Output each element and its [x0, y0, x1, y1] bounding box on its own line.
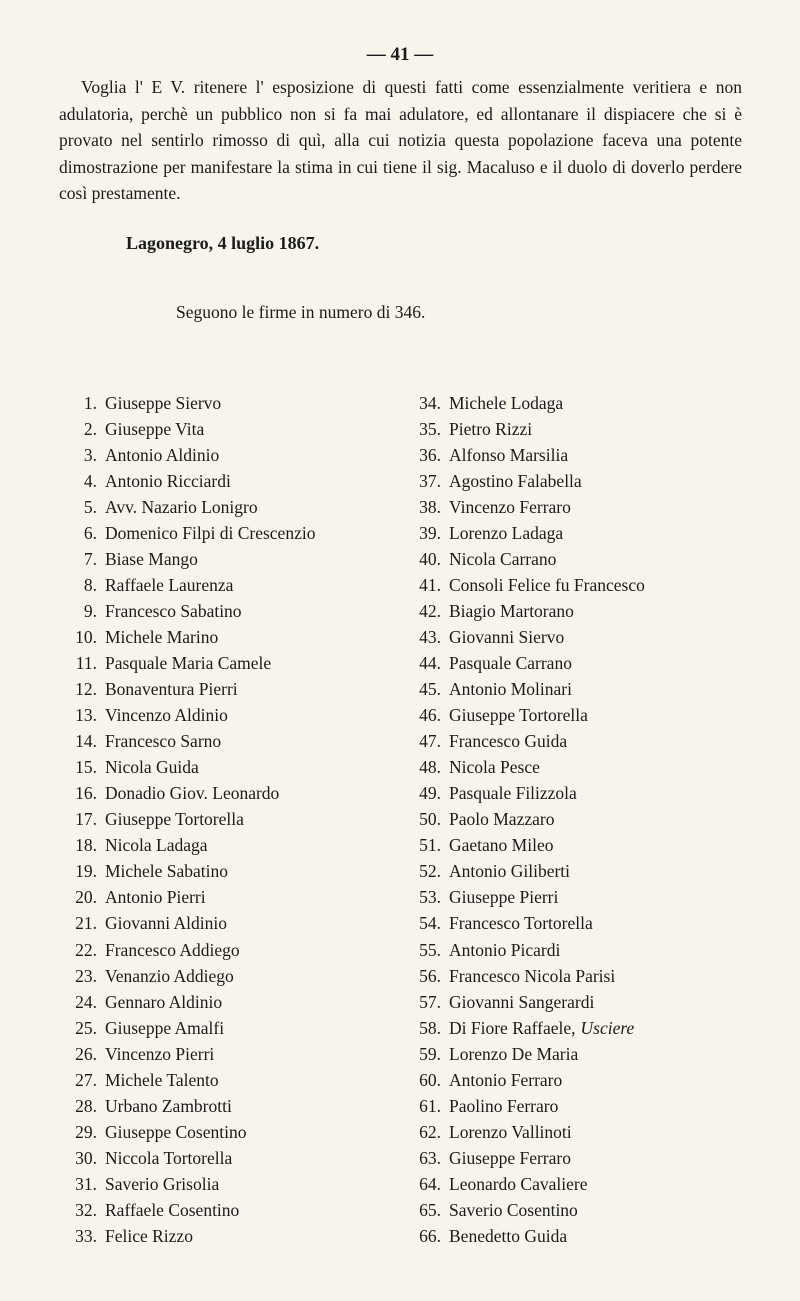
signature-row	[64, 1145, 404, 1171]
signature-number: 12.	[75, 679, 97, 700]
signatory-name: Raffaele Laurenza	[105, 574, 234, 595]
signature-row	[64, 859, 404, 885]
signatory-name: Di Fiore Raffaele,	[449, 1017, 576, 1038]
signature-number: 47.	[419, 731, 441, 752]
signature-row	[64, 1015, 404, 1041]
signature-number: 63.	[419, 1147, 441, 1168]
signature-number: 45.	[419, 679, 441, 700]
signature-number: 28.	[75, 1095, 97, 1116]
signature-row	[64, 546, 404, 572]
signature-list-left	[64, 390, 404, 1250]
signature-row	[401, 1171, 761, 1197]
signature-row	[64, 1119, 404, 1145]
signature-row	[401, 1093, 761, 1119]
signature-row	[401, 1041, 761, 1067]
signature-number: 30.	[75, 1147, 97, 1168]
signature-row	[64, 833, 404, 859]
signature-row	[401, 833, 761, 859]
signatory-name: Lorenzo De Maria	[449, 1043, 579, 1064]
signature-row	[401, 703, 761, 729]
signatory-name: Giovanni Siervo	[449, 626, 565, 647]
signatory-name: Giuseppe Amalfi	[105, 1017, 225, 1038]
signatory-name: Niccola Tortorella	[105, 1147, 233, 1168]
signature-row	[64, 937, 404, 963]
signature-number: 7.	[83, 548, 97, 569]
signature-number: 3.	[83, 444, 97, 465]
signatory-name: Saverio Cosentino	[449, 1199, 578, 1220]
signatory-name: Domenico Filpi di Crescenzio	[105, 522, 316, 543]
signatory-name: Agostino Falabella	[449, 470, 582, 491]
signature-number: 26.	[75, 1043, 97, 1064]
signature-number: 59.	[419, 1043, 441, 1064]
signature-number: 24.	[75, 991, 97, 1012]
signatory-name: Antonio Pierri	[105, 887, 206, 908]
signatory-name: Francesco Sarno	[105, 731, 222, 752]
signatory-name: Francesco Addiego	[105, 939, 240, 960]
signature-row	[64, 1171, 404, 1197]
signature-number: 52.	[419, 861, 441, 882]
signatory-name: Pasquale Maria Camele	[105, 652, 272, 673]
signature-number: 13.	[75, 705, 97, 726]
signatory-name: Biase Mango	[105, 548, 198, 569]
signature-number: 10.	[75, 626, 97, 647]
signature-number: 31.	[75, 1173, 97, 1194]
signature-row	[64, 1197, 404, 1223]
signatory-name: Antonio Ferraro	[449, 1069, 563, 1090]
signatory-name: Antonio Molinari	[449, 679, 572, 700]
signatory-name: Francesco Sabatino	[105, 600, 242, 621]
signature-row	[401, 989, 761, 1015]
signature-row	[64, 703, 404, 729]
signature-row	[401, 677, 761, 703]
signature-number: 25.	[75, 1017, 97, 1038]
signature-row	[401, 1015, 761, 1041]
signature-number: 1.	[83, 392, 97, 413]
signature-number: 34.	[419, 392, 441, 413]
signature-number: 27.	[75, 1069, 97, 1090]
signatory-name: Michele Talento	[105, 1069, 219, 1090]
signature-row	[401, 963, 761, 989]
signature-row	[401, 1197, 761, 1223]
signature-row	[401, 572, 761, 598]
signature-row	[401, 937, 761, 963]
signature-number: 9.	[83, 600, 97, 621]
signatory-name: Nicola Guida	[105, 757, 199, 778]
signatory-name: Nicola Carrano	[449, 548, 557, 569]
signatory-name: Donadio Giov. Leonardo	[105, 783, 280, 804]
signature-row	[64, 1093, 404, 1119]
signatory-name: Paolo Mazzaro	[449, 809, 555, 830]
signature-number: 60.	[419, 1069, 441, 1090]
signature-number: 50.	[419, 809, 441, 830]
signature-number: 40.	[419, 548, 441, 569]
body-paragraph: Voglia l' E V. ritenere l' esposizione di questi fatti come essenzialmente veritiera e non adulatoria, perchè un pubblico non si fa mai adulatore, ed allontanare il dispiacere che si è provato nel sentirlo rimosso di quì, alla cui notizia questa popolazione faceva una potente dimostrazione per manifestare la stima in cui tiene il sig. Macaluso e il duolo di doverlo perdere così prestamente.	[59, 77, 742, 203]
signature-number: 62.	[419, 1121, 441, 1142]
signatory-name: Lorenzo Vallinoti	[449, 1121, 572, 1142]
signatures-note: Seguono le firme in numero di 346.	[176, 302, 426, 322]
signatory-name: Leonardo Cavaliere	[449, 1173, 588, 1194]
signature-row	[401, 390, 761, 416]
signatory-name: Bonaventura Pierri	[105, 679, 238, 700]
signature-number: 53.	[419, 887, 441, 908]
date-line: Lagonegro, 4 luglio 1867.	[126, 233, 320, 253]
signature-number: 17.	[75, 809, 97, 830]
signatory-name: Venanzio Addiego	[105, 965, 234, 986]
signature-row	[64, 390, 404, 416]
signature-number: 15.	[75, 757, 97, 778]
signatory-name: Alfonso Marsilia	[449, 444, 569, 465]
signature-row	[401, 468, 761, 494]
signatory-role: Usciere	[580, 1017, 635, 1038]
signature-number: 14.	[75, 731, 97, 752]
signature-row	[401, 807, 761, 833]
signature-row	[401, 1224, 761, 1250]
signature-row	[401, 781, 761, 807]
signature-number: 37.	[419, 470, 441, 491]
signature-row	[401, 598, 761, 624]
signature-number: 29.	[75, 1121, 97, 1142]
signature-number: 56.	[419, 965, 441, 986]
signature-number: 19.	[75, 861, 97, 882]
signatory-name: Francesco Nicola Parisi	[449, 965, 616, 986]
signature-number: 55.	[419, 939, 441, 960]
signature-row	[401, 442, 761, 468]
signature-row	[401, 859, 761, 885]
signatory-name: Felice Rizzo	[105, 1226, 193, 1247]
signatory-name: Pasquale Carrano	[449, 652, 572, 673]
signature-row	[64, 520, 404, 546]
signatory-name: Michele Sabatino	[105, 861, 228, 882]
signatory-name: Antonio Ricciardi	[105, 470, 231, 491]
signature-number: 41.	[419, 574, 441, 595]
signature-row	[64, 963, 404, 989]
signatory-name: Giuseppe Vita	[105, 418, 205, 439]
signature-number: 61.	[419, 1095, 441, 1116]
signature-number: 2.	[83, 418, 97, 439]
signatory-name: Lorenzo Ladaga	[449, 522, 564, 543]
signature-row	[64, 1224, 404, 1250]
signatory-name: Nicola Ladaga	[105, 835, 208, 856]
signature-number: 65.	[419, 1199, 441, 1220]
signatory-name: Urbano Zambrotti	[105, 1095, 232, 1116]
signatory-name: Francesco Guida	[449, 731, 568, 752]
signature-row	[401, 729, 761, 755]
signatory-name: Michele Marino	[105, 626, 219, 647]
signatory-name: Nicola Pesce	[449, 757, 540, 778]
signature-number: 20.	[75, 887, 97, 908]
signature-row	[64, 572, 404, 598]
signature-row	[64, 807, 404, 833]
signature-row	[401, 1067, 761, 1093]
signature-number: 33.	[75, 1226, 97, 1247]
signature-row	[64, 781, 404, 807]
signature-number: 49.	[419, 783, 441, 804]
signature-row	[401, 494, 761, 520]
signatory-name: Giuseppe Siervo	[105, 392, 222, 413]
signature-number: 5.	[83, 496, 97, 517]
signature-row	[64, 885, 404, 911]
signature-number: 42.	[419, 600, 441, 621]
signature-row	[64, 624, 404, 650]
signatory-name: Giovanni Aldinio	[105, 913, 228, 934]
signatory-name: Benedetto Guida	[449, 1226, 568, 1247]
signatory-name: Giuseppe Tortorella	[449, 705, 588, 726]
signature-row	[64, 677, 404, 703]
signatory-name: Antonio Giliberti	[449, 861, 571, 882]
signature-number: 51.	[419, 835, 441, 856]
signature-number: 22.	[75, 939, 97, 960]
signature-list-right	[401, 390, 761, 1250]
signature-number: 21.	[75, 913, 97, 934]
signature-row	[401, 755, 761, 781]
signature-row	[401, 1119, 761, 1145]
signature-row	[401, 1145, 761, 1171]
page-number: — 41 —	[366, 44, 434, 65]
signature-row	[64, 1067, 404, 1093]
signature-row	[64, 442, 404, 468]
signatory-name: Giuseppe Pierri	[449, 887, 559, 908]
signatory-name: Pasquale Filizzola	[449, 783, 577, 804]
signature-number: 35.	[419, 418, 441, 439]
signatory-name: Gennaro Aldinio	[105, 991, 223, 1012]
signature-number: 46.	[419, 705, 441, 726]
signature-number: 64.	[419, 1173, 441, 1194]
signatory-name: Giuseppe Ferraro	[449, 1147, 571, 1168]
signature-number: 48.	[419, 757, 441, 778]
signature-number: 16.	[75, 783, 97, 804]
signature-row	[64, 494, 404, 520]
signatory-name: Vincenzo Aldinio	[105, 705, 228, 726]
signature-row	[401, 911, 761, 937]
signature-row	[401, 416, 761, 442]
signature-number: 38.	[419, 496, 441, 517]
signature-number: 44.	[419, 652, 441, 673]
signature-number: 32.	[75, 1199, 97, 1220]
signatory-name: Consoli Felice fu Francesco	[449, 574, 645, 595]
signatory-name: Michele Lodaga	[449, 392, 564, 413]
signature-row	[64, 755, 404, 781]
signatory-name: Giovanni Sangerardi	[449, 991, 595, 1012]
signatory-name: Vincenzo Pierri	[105, 1043, 215, 1064]
signature-number: 36.	[419, 444, 441, 465]
signatory-name: Avv. Nazario Lonigro	[105, 496, 258, 517]
signatory-name: Pietro Rizzi	[449, 418, 533, 439]
signature-row	[64, 416, 404, 442]
signature-number: 39.	[419, 522, 441, 543]
signature-number: 66.	[419, 1226, 441, 1247]
signatory-name: Giuseppe Cosentino	[105, 1121, 247, 1142]
signature-number: 43.	[419, 626, 441, 647]
signature-row	[64, 650, 404, 676]
signatory-name: Biagio Martorano	[449, 600, 574, 621]
signature-row	[401, 624, 761, 650]
signature-number: 18.	[75, 835, 97, 856]
signature-number: 8.	[83, 574, 97, 595]
signature-number: 57.	[419, 991, 441, 1012]
signature-row	[64, 989, 404, 1015]
signature-row	[401, 885, 761, 911]
signature-row	[64, 468, 404, 494]
signature-number: 4.	[83, 470, 97, 491]
signature-row	[64, 729, 404, 755]
signature-number: 6.	[83, 522, 97, 543]
signatory-name: Antonio Aldinio	[105, 444, 220, 465]
signatory-name: Francesco Tortorella	[449, 913, 593, 934]
signature-row	[401, 546, 761, 572]
signature-row	[401, 650, 761, 676]
signature-number: 23.	[75, 965, 97, 986]
signature-row	[64, 1041, 404, 1067]
signature-number: 58.	[419, 1017, 441, 1038]
signatory-name: Gaetano Mileo	[449, 835, 554, 856]
signatory-name: Paolino Ferraro	[449, 1095, 559, 1116]
signatory-name: Giuseppe Tortorella	[105, 809, 244, 830]
signature-row	[64, 911, 404, 937]
signatory-name: Vincenzo Ferraro	[449, 496, 571, 517]
signatory-name: Raffaele Cosentino	[105, 1199, 240, 1220]
signatory-name: Antonio Picardi	[449, 939, 561, 960]
signature-number: 54.	[419, 913, 441, 934]
signature-row	[64, 598, 404, 624]
signature-row	[401, 520, 761, 546]
signatory-name: Saverio Grisolia	[105, 1173, 220, 1194]
signature-number: 11.	[75, 652, 97, 673]
